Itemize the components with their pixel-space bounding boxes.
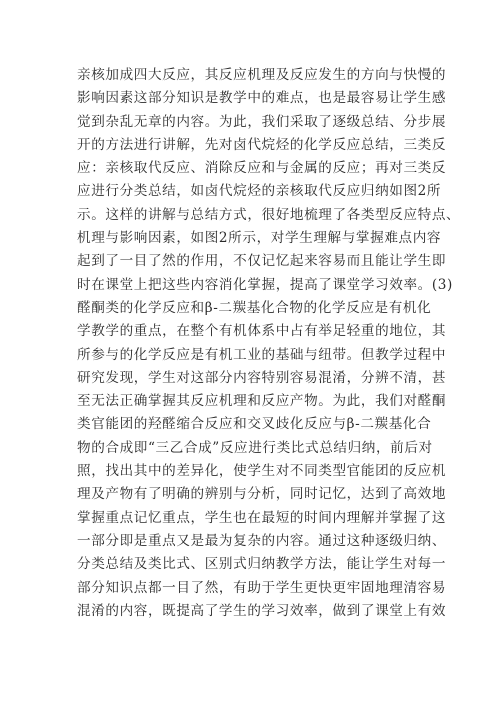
text-line: 类官能团的羟醛缩合反应和交叉歧化反应与β-二羰基化合: [77, 416, 432, 433]
text-line: 至无法正确掌握其反应机理和反应产物。为此，我们对醛酮: [77, 393, 447, 410]
text-line: 觉到杂乱无章的内容。为此，我们采取了逐级总结、分步展: [77, 113, 447, 130]
text-line: 研究发现，学生对这部分内容特别容易混淆，分辨不清，甚: [77, 369, 447, 386]
text-line: 部分知识点都一目了然，有助于学生更快更牢固地理清容易: [77, 579, 447, 596]
text-line: 机理与影响因素，如图2所示，对学生理解与掌握难点内容: [77, 230, 442, 247]
text-line: 一部分即是重点又是最为复杂的内容。通过这种逐级归纳、: [77, 532, 447, 549]
text-line: 分类总结及类比式、区别式归纳教学方法，能让学生对每一: [77, 556, 447, 573]
text-line: 学教学的重点，在整个有机体系中占有举足轻重的地位，其: [77, 323, 447, 340]
text-line: 照，找出其中的差异化，使学生对不同类型官能团的反应机: [77, 463, 447, 480]
text-line: 物的合成即“三乙合成”反应进行类比式总结归纳，前后对: [77, 439, 433, 456]
text-line: 理及产物有了明确的辨别与分析，同时记忆，达到了高效地: [77, 486, 447, 503]
body-text: [77, 64, 461, 623]
text-line: 起到了一目了然的作用，不仅记忆起来容易而且能让学生即: [77, 253, 447, 270]
text-line: 时在课堂上把这些内容消化掌握，提高了课堂学习效率。(3): [77, 276, 453, 293]
text-line: 开的方法进行讲解，先对卤代烷烃的化学反应总结，三类反: [77, 136, 447, 153]
text-line: 应：亲核取代反应、消除反应和与金属的反应；再对三类反: [77, 160, 447, 177]
text-line: 掌握重点记忆重点，学生也在最短的时间内理解并掌握了这: [77, 509, 447, 526]
text-line: 混淆的内容，既提高了学生的学习效率，做到了课堂上有效: [77, 602, 447, 619]
text-line: 亲核加成四大反应，其反应机理及反应发生的方向与快慢的: [77, 67, 447, 83]
text-line: 应进行分类总结，如卤代烷烃的亲核取代反应归纳如图2所: [77, 183, 442, 200]
text-line: 示。这样的讲解与总结方式，很好地梳理了各类型反应特点、: [77, 206, 461, 223]
text-line: 所参与的化学反应是有机工业的基础与纽带。但教学过程中: [77, 346, 447, 363]
text-line: 影响因素这部分知识是教学中的难点，也是最容易让学生感: [77, 90, 447, 107]
text-line: 醛酮类的化学反应和β-二羰基化合物的化学反应是有机化: [77, 299, 432, 316]
